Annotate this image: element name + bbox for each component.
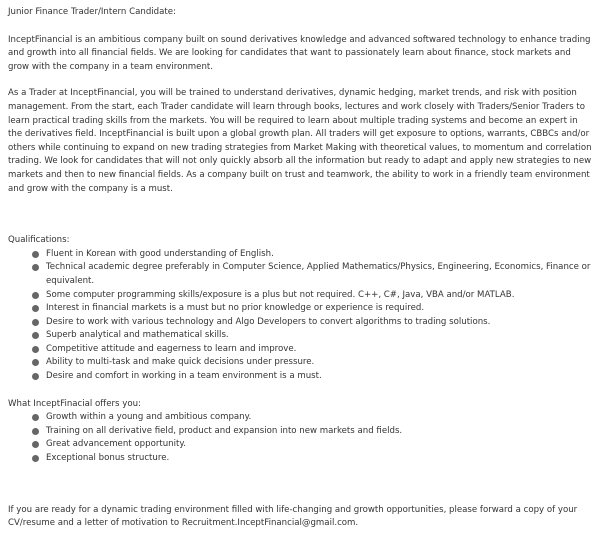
list-item-text: Training on all derivative field, product and expansion into new markets and fields. [46, 425, 403, 436]
list-item [8, 316, 594, 330]
list-item-text: Some computer programming skills/exposure is a plus but not required. C++, C#, Java, VBA and/or MATLAB. [46, 289, 515, 300]
bullet-icon [32, 305, 39, 312]
bullet-icon [32, 373, 39, 380]
offers-heading: What InceptFinacial offers you: [8, 398, 141, 409]
bullet-icon [32, 251, 39, 258]
list-item [8, 329, 594, 343]
role-description-paragraph: As a Trader at InceptFinancial, you will be trained to understand derivatives, dynamic hedging, market trends, and risk with position management. From the start, each Trader candidate will learn through books, lectures and work closely with Traders/Senior Traders to learn practical trading skills from the markets. You will be required to learn about multiple trading systems and become an expert in the derivatives field. InceptFinancial is built upon a global growth plan. All traders will get exposure to options, warrants, CBBCs and/or others while continuing to expand on new trading strategies from Market Making with theoretical values, to momentum and correlation trading. We look for candidates that will not only quickly absorb all the information but ready to adapt and apply new strategies to new markets and then to new financial fields. As a company built on trust and teamwork, the ability to work in a friendly team environment and grow with the company is a must. [8, 88, 592, 194]
list-item-text: Superb analytical and mathematical skills. [46, 330, 229, 341]
list-item [8, 425, 594, 439]
list-item-text: Desire to work with various technology and Algo Developers to convert algorithms to trading solutions. [46, 316, 491, 327]
offers-list [8, 411, 594, 465]
bullet-icon [32, 359, 39, 366]
closing-paragraph: If you are ready for a dynamic trading environment filled with life-changing and growth opportunities, please forward a copy of your CV/resume and a letter of motivation to Recruitment.InceptFinancial@gmail.com. [8, 504, 578, 529]
list-item [8, 261, 594, 288]
bullet-icon [32, 428, 39, 435]
list-item-text: Exceptional bonus structure. [46, 453, 170, 464]
list-item-text: Fluent in Korean with good understanding of English. [46, 248, 274, 259]
job-posting [8, 6, 594, 531]
bullet-icon [32, 319, 39, 326]
list-item [8, 411, 594, 425]
bullet-icon [32, 455, 39, 462]
bullet-icon [32, 414, 39, 421]
bullet-icon [32, 441, 39, 448]
list-item [8, 343, 594, 357]
list-item [8, 289, 594, 303]
list-item [8, 356, 594, 370]
bullet-icon [32, 332, 39, 339]
qualifications-heading: Qualifications: [8, 235, 70, 246]
list-item [8, 248, 594, 262]
bullet-icon [32, 292, 39, 299]
list-item-text: Competitive attitude and eagerness to learn and improve. [46, 343, 297, 354]
list-item-text: Interest in financial markets is a must but no prior knowledge or experience is required. [46, 303, 425, 314]
list-item [8, 370, 594, 384]
page-title: Junior Finance Trader/Intern Candidate: [8, 7, 176, 17]
list-item-text: Desire and comfort in working in a team environment is a must. [46, 371, 322, 382]
list-item-text: Growth within a young and ambitious company. [46, 412, 252, 423]
list-item [8, 452, 594, 466]
qualifications-list [8, 248, 594, 384]
list-item [8, 438, 594, 452]
bullet-icon [32, 346, 39, 353]
list-item-text: Great advancement opportunity. [46, 439, 186, 450]
intro-paragraph: InceptFinancial is an ambitious company built on sound derivatives knowledge and advanced softwared technology to enhance trading and growth into all financial fields. We are looking for candidates that want to passionately learn about finance, stock markets and grow with the company in a team environment. [8, 34, 591, 72]
bullet-icon [32, 264, 39, 271]
list-item-text: Ability to multi-task and make quick decisions under pressure. [46, 357, 315, 368]
list-item [8, 302, 594, 316]
list-item-text: Technical academic degree preferably in Computer Science, Applied Mathematics/Physics, Engineering, Economics, Finance or equivalent. [46, 262, 591, 286]
